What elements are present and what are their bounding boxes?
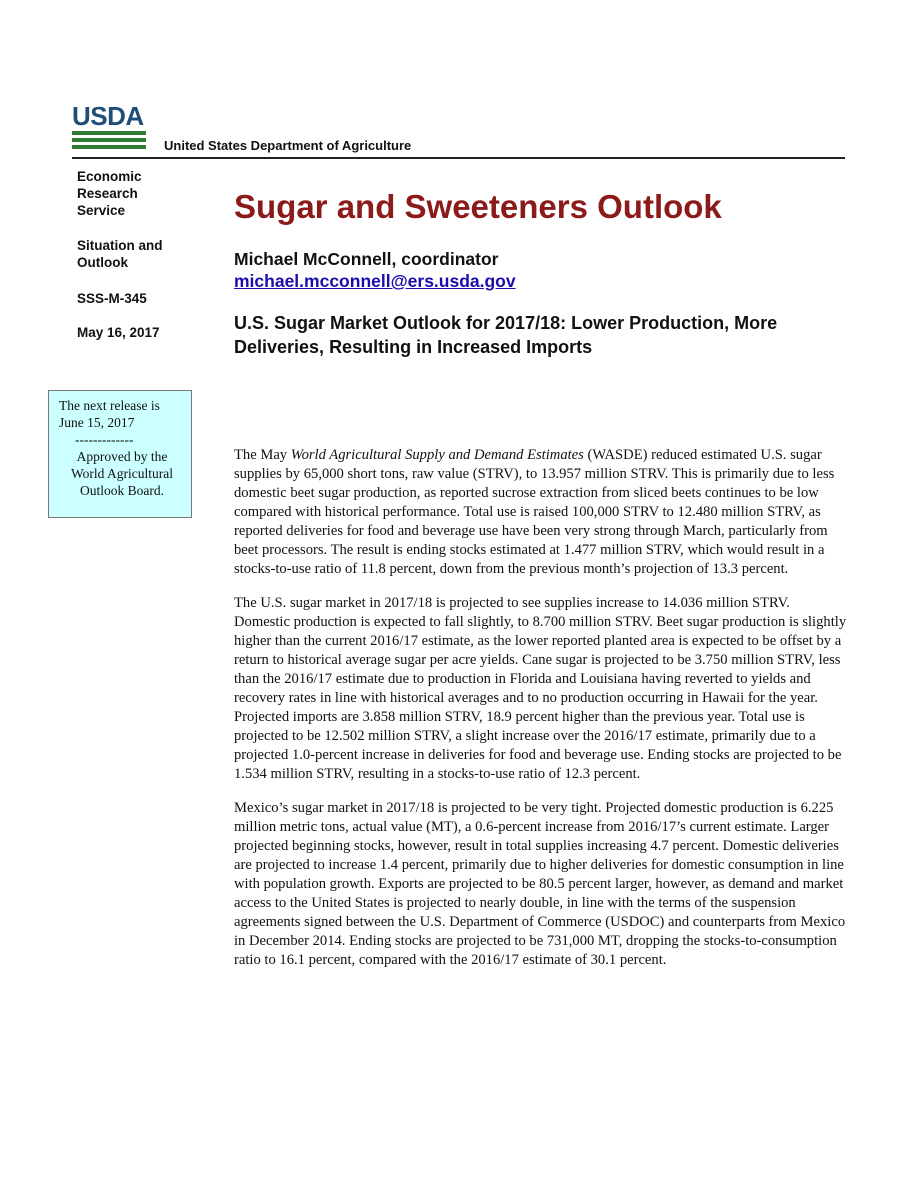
header-rule [72, 157, 845, 159]
usda-logo [72, 103, 146, 152]
paragraph-3: Mexico’s sugar market in 2017/18 is projected to be very tight. Projected domestic production is 6.225 million metric tons, actual value (MT), a 0.6-percent increase from 2016/17’s current estimate. Larger projected beginning stocks, however, result in total supplies increasing 4.7 percent. Domestic deliveries are projected to increase 1.4 percent, primarily due to higher deliveries for domestic consumption in line with population growth. Exports are projected to be 80.5 percent larger, however, as demand and market access to the United States is projected to nearly double, in line with the terms of the suspension agreements signed between the U.S. Department of Commerce (USDOC) and counterparts from Mexico in December 2014. Ending stocks are projected to be 731,000 MT, dropping the stocks-to-consumption ratio to 16.1 percent, compared with the 2016/17 estimate of 30.1 percent. [234, 800, 846, 968]
series-name: Situation and Outlook [77, 238, 163, 270]
usda-logo-bars [72, 131, 146, 149]
paragraph-1: The May World Agricultural Supply and Demand Estimates (WASDE) reduced estimated U.S. sugar supplies by 65,000 short tons, raw value (STRV), to 13.957 million STRV. This is primarily due to less domestic beet sugar production, as reported sucrose extraction from sliced beets continues to be low compared with historical performance. Total use is raised 100,000 STRV to 12.480 million STRV, as reported deliveries for food and beverage use have been very strong through March, particularly from beet processors. The result is ending stocks estimated at 1.477 million STRV, which would result in a stocks-to-use ratio of 11.8 percent, down from the previous month’s projection of 13.3 percent. [234, 447, 835, 577]
article-body [234, 446, 847, 985]
agency-name: Economic Research Service [77, 169, 142, 218]
usda-logo-text: USDA [72, 101, 144, 131]
article-headline: U.S. Sugar Market Outlook for 2017/18: Lower Production, More Deliveries, Resulting in Increased Imports [234, 313, 778, 357]
paragraph-2: The U.S. sugar market in 2017/18 is projected to see supplies increase to 14.036 million STRV. Domestic production is expected to fall slightly, to 8.700 million STRV. Beet sugar production is slightly higher than the current 2016/17 estimate, as the lower reported planted area is expected to be offset by a return to historical average sugar per acre yields. Cane sugar is projected to be 3.750 million STRV, less than the 2016/17 estimate due to production in Florida and Louisiana having reverted to yields and recovery rates in line with historical averages and to no production occurring in Hawaii for the year. Projected imports are 3.858 million STRV, 18.9 percent higher than the previous year. Total use is projected to be 12.502 million STRV, a slight increase over the 2016/17 estimate, primarily due to a projected 1.0-percent increase in deliveries for food and beverage use. Ending stocks are projected to be 1.534 million STRV, resulting in a stocks-to-use ratio of 12.3 percent. [234, 595, 847, 782]
author-line: Michael McConnell, coordinator [234, 249, 499, 269]
report-title: Sugar and Sweeteners Outlook [234, 188, 722, 225]
report-number: SSS-M-345 [77, 291, 147, 306]
author-email-link[interactable]: michael.mcconnell@ers.usda.gov [234, 271, 516, 291]
department-name: United States Department of Agriculture [164, 138, 412, 153]
next-release-box: The next release is June 15, 2017 ------------- Approved by the World Agricultural Outlook Board. [48, 390, 192, 518]
publication-date: May 16, 2017 [77, 325, 160, 340]
